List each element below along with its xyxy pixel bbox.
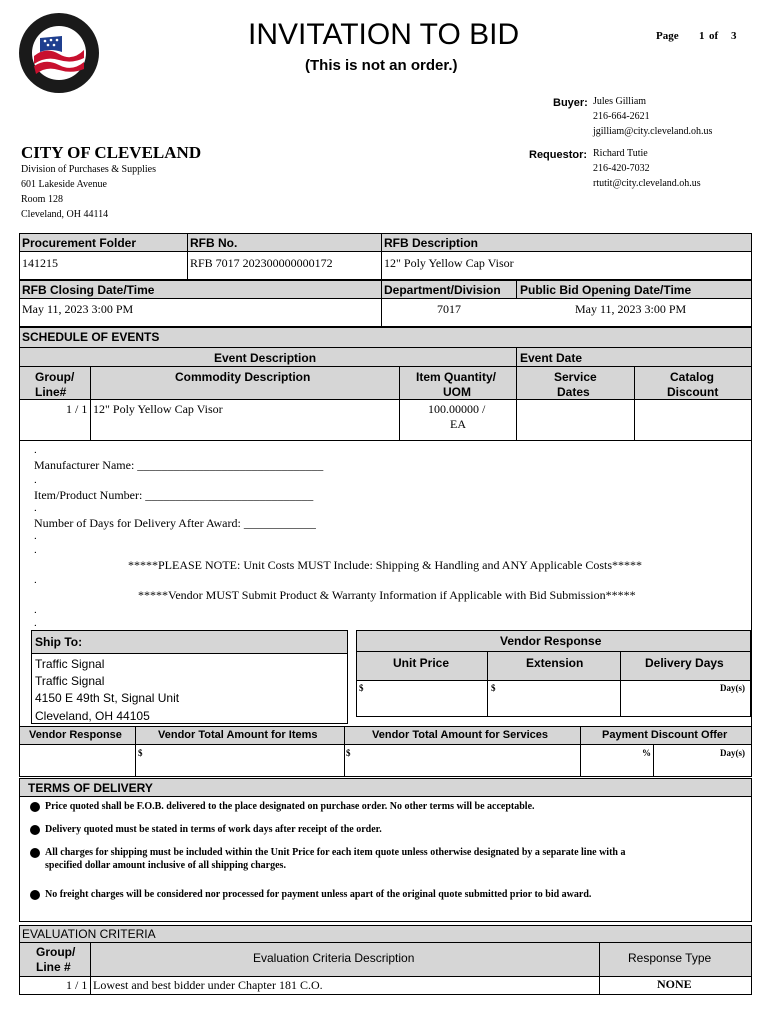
item-number-line[interactable]: Item/Product Number: ____________________________ xyxy=(34,488,314,502)
requestor-name: Richard Tutie xyxy=(593,148,648,159)
ship-to-line2: Traffic Signal xyxy=(35,674,105,688)
rfb-closing-value: May 11, 2023 3:00 PM xyxy=(22,302,134,316)
eval-col-line-label: Line # xyxy=(36,960,71,974)
term-shipping-line1: All charges for shipping must be included within the Unit Price for each item quote unless otherwise designated by a separate line with a xyxy=(45,847,626,858)
bid-opening-label: Public Bid Opening Date/Time xyxy=(520,283,692,297)
col-qty-label: Item Quantity/ xyxy=(416,370,497,384)
department-value: 7017 xyxy=(437,302,461,316)
total-services-label: Vendor Total Amount for Services xyxy=(372,729,549,741)
ship-to-line4: Cleveland, OH 44105 xyxy=(35,709,150,723)
item-description: 12" Poly Yellow Cap Visor xyxy=(93,402,223,416)
page-label: Page xyxy=(656,30,679,42)
document-title: INVITATION TO BID xyxy=(248,18,520,51)
total-services-input[interactable]: $ xyxy=(346,748,351,758)
rfb-description-value: 12" Poly Yellow Cap Visor xyxy=(384,256,514,270)
item-uom: EA xyxy=(450,417,466,431)
term-freight: No freight charges will be considered nor processed for payment unless apart of the original quote submitted prior to bid award. xyxy=(45,889,592,900)
rfb-description-label: RFB Description xyxy=(384,236,479,250)
page-total: 3 xyxy=(731,30,737,42)
extension-label: Extension xyxy=(526,656,584,670)
col-discount-label: Discount xyxy=(667,385,719,399)
requestor-email[interactable]: rtutit@city.cleveland.oh.us xyxy=(593,178,701,189)
term-shipping-line2: specified dollar amount inclusive of all shipping charges. xyxy=(45,860,286,871)
agency-line3: Room 128 xyxy=(21,194,63,205)
col-group-label: Group/ xyxy=(35,370,75,384)
payment-discount-label: Payment Discount Offer xyxy=(602,729,728,741)
agency-line2: 601 Lakeside Avenue xyxy=(21,179,107,190)
item-quantity: 100.00000 / xyxy=(428,402,486,416)
notes-dot: . xyxy=(34,502,37,514)
bullet-icon xyxy=(30,802,40,812)
evaluation-title: EVALUATION CRITERIA xyxy=(22,927,156,941)
total-items-input[interactable]: $ xyxy=(138,748,143,758)
discount-percent-input[interactable]: % xyxy=(642,748,651,758)
procurement-folder-label: Procurement Folder xyxy=(22,236,137,250)
agency-line4: Cleveland, OH 44114 xyxy=(21,209,109,220)
col-dates-label: Dates xyxy=(557,385,590,399)
term-fob: Price quoted shall be F.O.B. delivered to the place designated on purchase order. No other terms will be acceptable. xyxy=(45,801,535,812)
item-header-row xyxy=(19,366,752,400)
agency-name: CITY OF CLEVELAND xyxy=(21,143,202,162)
bid-opening-value: May 11, 2023 3:00 PM xyxy=(575,302,687,316)
manufacturer-name-line[interactable]: Manufacturer Name: _______________________________ xyxy=(34,458,324,472)
department-label: Department/Division xyxy=(384,283,501,297)
event-date-label: Event Date xyxy=(520,351,583,365)
rfb-closing-label: RFB Closing Date/Time xyxy=(22,283,155,297)
buyer-name: Jules Gilliam xyxy=(593,96,647,107)
notes-dot: . xyxy=(34,474,37,486)
totals-vendor-response-label: Vendor Response xyxy=(29,729,122,741)
notes-dot: . xyxy=(34,574,37,586)
eval-col-response-label: Response Type xyxy=(628,951,712,965)
document-subtitle: (This is not an order.) xyxy=(305,57,458,74)
agency-line1: Division of Purchases & Supplies xyxy=(21,164,156,175)
col-catalog-label: Catalog xyxy=(670,370,715,384)
extension-input[interactable]: $ xyxy=(491,683,496,693)
ship-to-line1: Traffic Signal xyxy=(35,657,105,671)
city-seal-logo xyxy=(18,12,100,94)
term-delivery-days: Delivery quoted must be stated in terms of work days after receipt of the order. xyxy=(45,824,382,835)
buyer-phone: 216-664-2621 xyxy=(593,111,650,122)
eval-row-description: Lowest and best bidder under Chapter 181 C.O. xyxy=(93,978,323,992)
ship-to-label: Ship To: xyxy=(35,635,83,649)
bullet-icon xyxy=(30,825,40,835)
ship-to-line3: 4150 E 49th St, Signal Unit xyxy=(35,691,180,705)
page-number: 1 xyxy=(699,30,705,42)
event-description-label: Event Description xyxy=(214,351,317,365)
terms-title: TERMS OF DELIVERY xyxy=(28,781,153,795)
warranty-note: *****Vendor MUST Submit Product & Warranty Information if Applicable with Bid Submission***** xyxy=(138,588,636,602)
notes-dot: . xyxy=(34,530,37,542)
requestor-label: Requestor: xyxy=(529,149,588,161)
vendor-response-title: Vendor Response xyxy=(500,634,602,648)
schedule-title: SCHEDULE OF EVENTS xyxy=(22,330,160,344)
buyer-email[interactable]: jgilliam@city.cleveland.oh.us xyxy=(593,126,713,137)
col-uom-label: UOM xyxy=(443,385,471,399)
col-service-label: Service xyxy=(554,370,597,384)
unit-price-label: Unit Price xyxy=(393,656,450,670)
notes-dot: . xyxy=(34,617,37,629)
page-of: of xyxy=(709,30,719,42)
notes-dot: . xyxy=(34,604,37,616)
discount-days-input[interactable]: Day(s) xyxy=(720,748,745,758)
col-commodity-label: Commodity Description xyxy=(175,370,311,384)
procurement-folder-value: 141215 xyxy=(22,256,58,270)
delivery-days-line[interactable]: Number of Days for Delivery After Award: ____________ xyxy=(34,516,316,530)
notes-dot: . xyxy=(34,544,37,556)
event-header-row xyxy=(19,347,752,367)
eval-col-description-label: Evaluation Criteria Description xyxy=(253,951,415,965)
col-line-label: Line# xyxy=(35,385,67,399)
unit-price-input[interactable]: $ xyxy=(359,683,364,693)
item-group-line: 1 / 1 xyxy=(66,402,88,416)
delivery-days-label: Delivery Days xyxy=(645,656,724,670)
eval-row-response: NONE xyxy=(657,977,692,991)
eval-col-group-label: Group/ xyxy=(36,945,76,959)
notes-dot: . xyxy=(34,444,37,456)
shipping-cost-note: *****PLEASE NOTE: Unit Costs MUST Include: Shipping & Handling and ANY Applicable Costs***** xyxy=(128,558,642,572)
rfb-no-label: RFB No. xyxy=(190,236,238,250)
rfb-no-value: RFB 7017 202300000000172 xyxy=(190,256,333,270)
delivery-days-input[interactable]: Day(s) xyxy=(720,683,745,693)
total-items-label: Vendor Total Amount for Items xyxy=(158,729,318,741)
requestor-phone: 216-420-7032 xyxy=(593,163,650,174)
bullet-icon xyxy=(30,890,40,900)
bullet-icon xyxy=(30,848,40,858)
eval-row-group-line: 1 / 1 xyxy=(66,978,88,992)
buyer-label: Buyer: xyxy=(553,97,588,109)
